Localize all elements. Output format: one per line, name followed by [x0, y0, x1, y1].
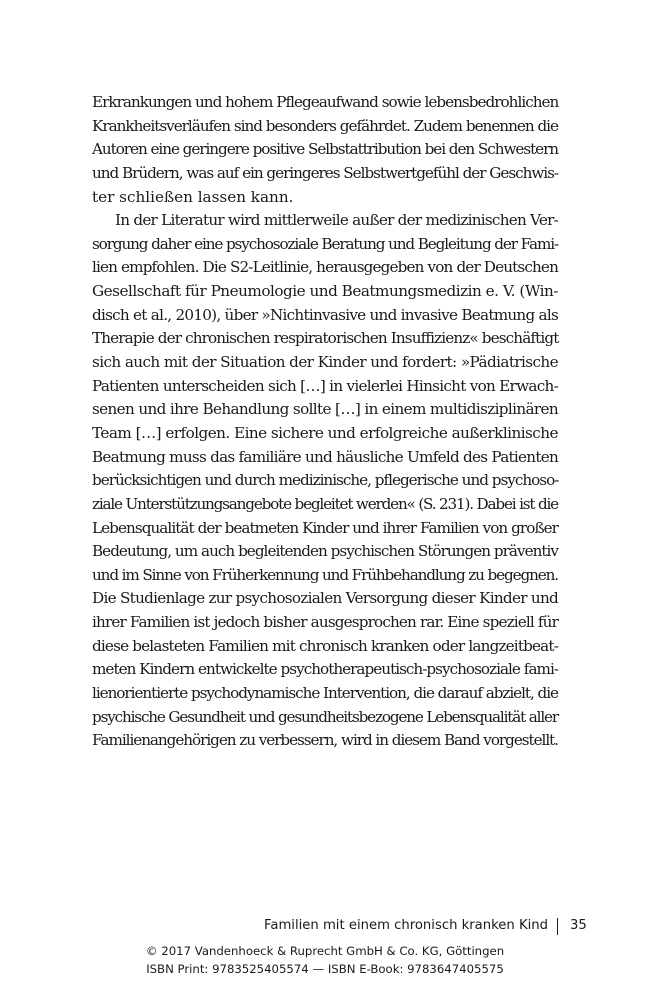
running-footer: [0, 916, 650, 938]
text-line: diese belasteten Familien mit chronisch kranken oder langzeitbeat-: [92, 636, 558, 655]
text-line: ter schließen lassen kann.: [92, 187, 294, 206]
text-line: Lebensqualität der beatmeten Kinder und ihrer Familien von großer: [92, 518, 558, 537]
body-text: [92, 91, 558, 753]
isbn-notice: ISBN Print: 9783525405574 — ISBN E-Book: 9783647405575: [146, 962, 504, 976]
text-line: berücksichtigen und durch medizinische, pflegerische und psychoso-: [92, 471, 559, 490]
text-line: und Brüdern, was auf ein geringeres Selbstwertgefühl der Geschwis-: [92, 163, 558, 182]
text-line: Familienangehörigen zu verbessern, wird in diesem Band vorgestellt.: [92, 731, 558, 750]
text-line: ziale Unterstützungsangebote begleitet werden« (S. 231). Dabei ist die: [92, 494, 558, 513]
text-line: In der Literatur wird mittlerweile außer der medizinischen Ver-: [115, 211, 558, 230]
page-number: 35: [570, 918, 587, 933]
text-line: Patienten unterscheiden sich […] in vielerlei Hinsicht von Erwach-: [92, 376, 558, 395]
copyright-notice: © 2017 Vandenhoeck & Ruprecht GmbH & Co. KG, Göttingen: [145, 944, 505, 958]
text-line: Bedeutung, um auch begleitenden psychischen Störungen präventiv: [92, 542, 558, 561]
text-line: Erkrankungen und hohem Pflegeaufwand sowie lebensbedrohlichen: [92, 93, 559, 111]
text-line: lien empfohlen. Die S2-Leitlinie, herausgegeben von der Deutschen: [92, 258, 558, 277]
text-line: psychische Gesundheit und gesundheitsbezogene Lebensqualität aller: [92, 707, 558, 726]
text-line: Beatmung muss das familiäre und häusliche Umfeld des Patienten: [92, 447, 558, 466]
text-line: Die Studienlage zur psychosozialen Versorgung dieser Kinder und: [92, 589, 559, 608]
text-line: ihrer Familien ist jedoch bisher ausgesprochen rar. Eine speziell für: [92, 613, 559, 632]
footer-divider: [557, 918, 558, 935]
text-line: Autoren eine geringere positive Selbstattribution bei den Schwestern: [92, 140, 559, 159]
text-line: senen und ihre Behandlung sollte […] in einem multidisziplinären: [92, 400, 559, 419]
text-line: Team […] erfolgen. Eine sichere und erfolgreiche außerklinische: [92, 423, 558, 442]
text-line: und im Sinne von Früherkennung und Frühbehandlung zu begegnen.: [92, 565, 559, 584]
text-line: lienorientierte psychodynamische Intervention, die darauf abzielt, die: [92, 684, 558, 703]
text-line: sich auch mit der Situation der Kinder und fordert: »Pädiatrische: [92, 353, 559, 372]
text-line: Gesellschaft für Pneumologie und Beatmungsmedizin e. V. (Win-: [92, 282, 558, 301]
text-line: sorgung daher eine psychosoziale Beratung und Begleitung der Fami-: [92, 234, 558, 253]
running-title: Familien mit einem chronisch kranken Kind: [264, 918, 548, 933]
text-line: disch et al., 2010), über »Nichtinvasive und invasive Beatmung als: [92, 305, 559, 324]
text-line: meten Kindern entwickelte psychotherapeutisch-psychosoziale fami-: [92, 660, 558, 679]
text-line: Krankheitsverläufen sind besonders gefährdet. Zudem benennen die: [92, 116, 558, 135]
text-line: Therapie der chronischen respiratorischen Insuffizienz« beschäftigt: [92, 329, 559, 348]
